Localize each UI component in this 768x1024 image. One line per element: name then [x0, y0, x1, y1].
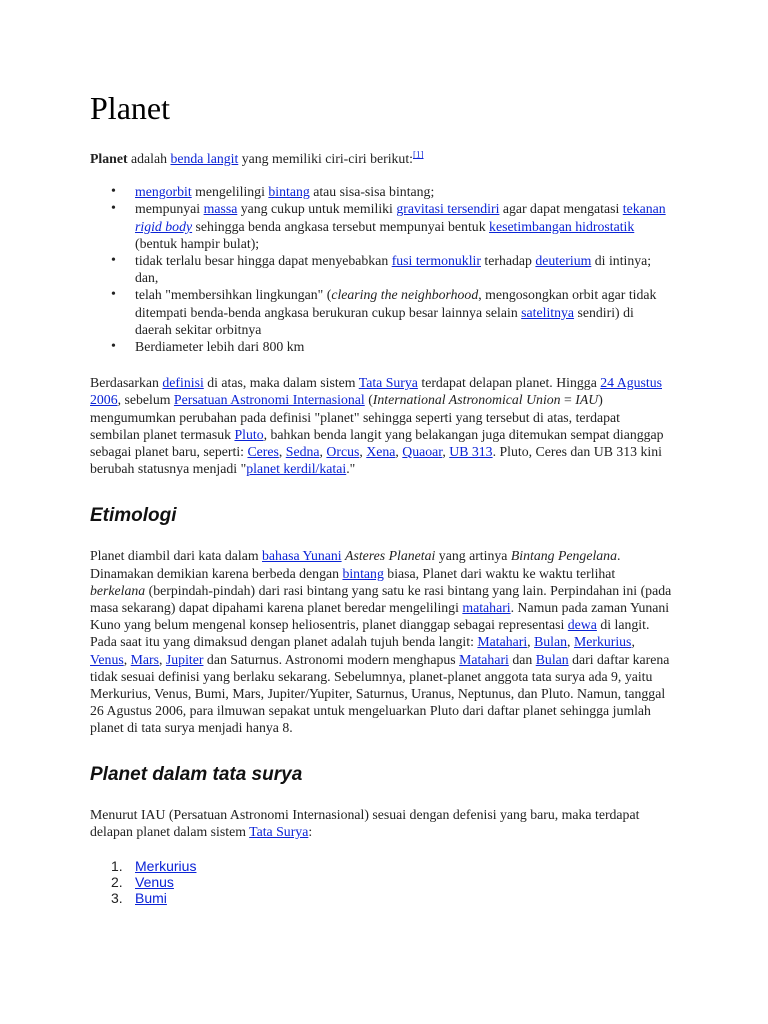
etimologi-paragraph: Planet diambil dari kata dalam bahasa Yunani Asteres Planetai yang artinya Bintang Pengelana. Dinamakan demikian karena berbeda dengan bintang biasa, Planet dari waktu ke waktu terlihat berkelana (berpindah-pindah) dari rasi bintang yang satu ke rasi bintang yang lain. Perpindahan ini (pada masa sekarang) dapat dipahami karena planet beredar mengelilingi matahari. Namun pada zaman Yunani Kuno yang belum mengenal konsep heliosentris, planet dianggap sebagai representasi dewa di langit. Pada saat itu yang dimaksud dengan planet adalah tujuh benda langit: Matahari, Bulan, Merkurius, Venus, Mars, Jupiter dan Saturnus. Astronomi modern menghapus Matahari dan Bulan dari daftar karena tidak sesuai definisi yang berlaku sekarang. Sebelumnya, planet-planet anggota tata surya ada 9, yaitu Merkurius, Venus, Bumi, Mars, Jupiter/Yupiter, Saturnus, Uranus, Neptunus, dan Pluto. Namun, tanggal 26 Agustus 2006, para ilmuwan sepakat untuk mengeluarkan Pluto dari daftar planet sehingga jumlah planet di tata surya menjadi hanya 8. [90, 548, 672, 736]
link-deuterium[interactable]: deuterium [535, 253, 592, 269]
link-pluto[interactable]: Pluto [234, 426, 264, 442]
text: sehingga benda angkasa tersebut mempunyai bentuk [192, 218, 490, 234]
text: . Dinamakan demikian karena berbeda dengan [90, 548, 621, 581]
text: sendiri) di daerah sekitar orbitnya [135, 304, 634, 337]
link-merkurius[interactable]: Merkurius [573, 634, 632, 650]
text: dari daftar karena tidak sesuai definisi yang berlaku sekarang. Sebelumnya, planet-planet anggota tata surya ada 9, yaitu Merkurius, Venus, Bumi, Mars, Jupiter/Yupiter, Saturnus, Uranus, Neptunus, dan Pluto. Namun, tanggal 26 Agustus 2006, para ilmuwan sepakat untuk mengeluarkan Pluto dari daftar planet sehingga jumlah planet di tata surya menjadi hanya 8. [90, 651, 670, 736]
italic-text: Bintang Pengelana [510, 548, 617, 564]
reference-link[interactable]: [1] [413, 149, 424, 160]
list-item [135, 252, 672, 286]
text: = [560, 392, 576, 408]
intro-term: Planet [90, 151, 128, 166]
link-bintang[interactable]: bintang [342, 565, 384, 581]
text: , bahkan benda langit yang belakangan juga ditemukan sempat dianggap sebagai planet baru, seperti: [90, 426, 664, 460]
list-item [135, 183, 672, 200]
heading-etimologi: Etimologi [90, 505, 177, 527]
page-title: Planet [90, 90, 170, 126]
link-xena[interactable]: Xena [366, 444, 396, 460]
link-massa[interactable]: massa [203, 201, 238, 217]
link-ub-313[interactable]: UB 313 [449, 444, 493, 460]
link-sedna[interactable]: Sedna [285, 444, 320, 460]
text: . Namun pada zaman Yunani Kuno yang belum mengenal konsep heliosentris, planet dianggap sebagai representasi [90, 600, 670, 633]
definition-paragraph: Berdasarkan definisi di atas, maka dalam sistem Tata Surya terdapat delapan planet. Hingga 24 Agustus 2006, sebelum Persatuan Astronomi Internasional (International Astronomical Union = IAU) mengumumkan perubahan pada definisi "planet" sehingga seperti yang tersebut di atas, terdapat sembilan planet termasuk Pluto, bahkan benda langit yang belakangan juga ditemukan sempat dianggap sebagai planet baru, seperti: Ceres, Sedna, Orcus, Xena, Quaoar, UB 313. Pluto, Ceres dan UB 313 kini berubah statusnya menjadi "planet kerdil/katai." [90, 375, 664, 477]
text: terdapat delapan planet. Hingga [417, 375, 601, 391]
link-bulan[interactable]: Bulan [535, 651, 569, 667]
text: adalah [127, 151, 171, 166]
link-orcus[interactable]: Orcus [326, 444, 360, 460]
list-item [135, 200, 672, 252]
list-item [111, 858, 672, 875]
link-bintang[interactable]: bintang [268, 184, 310, 200]
planet-list [90, 858, 672, 906]
text: , mengosongkan orbit agar tidak ditempati benda-benda angkasa berukuran cukup besar lainnya selain [135, 287, 657, 320]
link-merkurius[interactable]: Merkurius [135, 858, 197, 875]
text: yang cukup untuk memiliki [237, 201, 397, 217]
text: Menurut IAU (Persatuan Astronomi Internasional) sesuai dengan defenisi yang baru, maka terdapat delapan planet dalam sistem [90, 806, 640, 839]
heading-planet-dalam-tata-surya: Planet dalam tata surya [90, 763, 303, 785]
list-number: 1. [111, 858, 123, 875]
link-rigid-body[interactable] [135, 219, 192, 234]
text: mempunyai [135, 201, 204, 217]
text: Pluto, Ceres dan UB 313 kini berubah statusnya menjadi " [90, 444, 662, 477]
text: Berdiameter lebih dari 800 km [135, 339, 305, 355]
text: biasa, Planet dari waktu ke waktu terlihat [383, 565, 616, 581]
text: yang artinya [435, 548, 511, 564]
link-matahari[interactable]: matahari [462, 600, 511, 616]
italic-text: IAU [575, 392, 599, 408]
text: di langit. Pada saat itu yang dimaksud dengan planet adalah tujuh benda langit: [90, 617, 650, 650]
link-dewa[interactable]: dewa [567, 617, 597, 633]
text: ) mengumumkan perubahan pada definisi "planet" sehingga seperti yang tersebut di atas, terdapat sembilan planet termasuk [90, 392, 621, 442]
italic-text: clearing the neighborhood [331, 287, 479, 303]
text: dan Saturnus. Astronomi modern menghapus [203, 651, 460, 667]
link-quaoar[interactable]: Quaoar [402, 444, 443, 460]
text: dan [508, 651, 536, 667]
link-mengorbit[interactable]: mengorbit [135, 184, 192, 200]
italic-text: Asteres Planetai [345, 548, 436, 564]
text: tidak terlalu besar hingga dapat menyebabkan [135, 253, 392, 269]
link-fusi-termonuklir[interactable]: fusi termonuklir [391, 253, 481, 269]
text: di atas, maka dalam sistem [203, 375, 359, 391]
list-item [135, 286, 672, 338]
text: Planet diambil dari kata dalam [90, 548, 263, 564]
text: mengelilingi [191, 184, 269, 200]
link-mars[interactable]: Mars [130, 651, 159, 667]
link-bulan[interactable]: Bulan [534, 634, 568, 650]
link-matahari[interactable]: Matahari [459, 651, 509, 667]
link-satelitnya[interactable]: satelitnya [521, 304, 575, 320]
link-definisi[interactable]: definisi [162, 375, 204, 391]
text: atau sisa-sisa bintang; [309, 184, 435, 200]
text: agar dapat mengatasi [499, 201, 623, 217]
tatasurya-paragraph [90, 806, 672, 840]
text: telah "membersihkan lingkungan" ( [135, 287, 332, 303]
link-planet-kerdil[interactable]: planet kerdil/katai [246, 461, 347, 477]
link-gravitasi-tersendiri[interactable]: gravitasi tersendiri [396, 201, 500, 217]
list-item [135, 338, 672, 355]
text: : [308, 823, 313, 839]
link-tata-surya[interactable]: Tata Surya [249, 823, 309, 839]
link-bahasa-yunani[interactable]: bahasa Yunani [262, 548, 342, 564]
list-number: 3. [111, 890, 123, 907]
text: terhadap [480, 253, 536, 269]
text: Berdasarkan [90, 375, 163, 391]
link-2006[interactable]: 2006 [90, 392, 118, 408]
link-tekanan[interactable]: tekanan [622, 201, 666, 217]
link-matahari[interactable]: Matahari [477, 634, 528, 650]
link-24-agustus[interactable]: 24 Agustus [600, 375, 662, 391]
text: di intinya; dan, [135, 253, 652, 286]
italic-text: International Astronomical Union [372, 392, 561, 408]
list-item [111, 874, 672, 891]
list-item [111, 890, 672, 907]
text: ." [346, 461, 356, 477]
link-venus[interactable]: Venus [90, 651, 124, 667]
link-bumi[interactable]: Bumi [135, 890, 167, 907]
text: (berpindah-pindah) dari rasi bintang yang satu ke rasi bintang yang lain. Perpindahan ini (pada masa sekarang) dapat dipahami karena planet beredar mengelilingi [90, 582, 672, 616]
criteria-list [90, 183, 672, 355]
text: yang memiliki ciri-ciri berikut: [238, 151, 413, 166]
link-kesetimbangan-hidrostatik[interactable]: kesetimbangan hidrostatik [489, 218, 635, 234]
link-jupiter[interactable]: Jupiter [165, 651, 204, 667]
link-tata-surya[interactable]: Tata Surya [358, 375, 418, 391]
italic-text: rigid body [135, 218, 193, 234]
intro-paragraph [90, 150, 672, 167]
link-benda-langit[interactable]: benda langit [170, 151, 239, 166]
link-venus[interactable]: Venus [135, 874, 174, 891]
text: ( [364, 392, 373, 408]
link-persatuan-astronomi-internasional[interactable]: Persatuan Astronomi Internasional [173, 392, 365, 408]
italic-text: berkelana [90, 582, 146, 598]
text: (bentuk hampir bulat); [135, 235, 260, 251]
list-number: 2. [111, 874, 123, 891]
text: , sebelum [117, 392, 174, 408]
link-ceres[interactable]: Ceres [247, 444, 279, 460]
